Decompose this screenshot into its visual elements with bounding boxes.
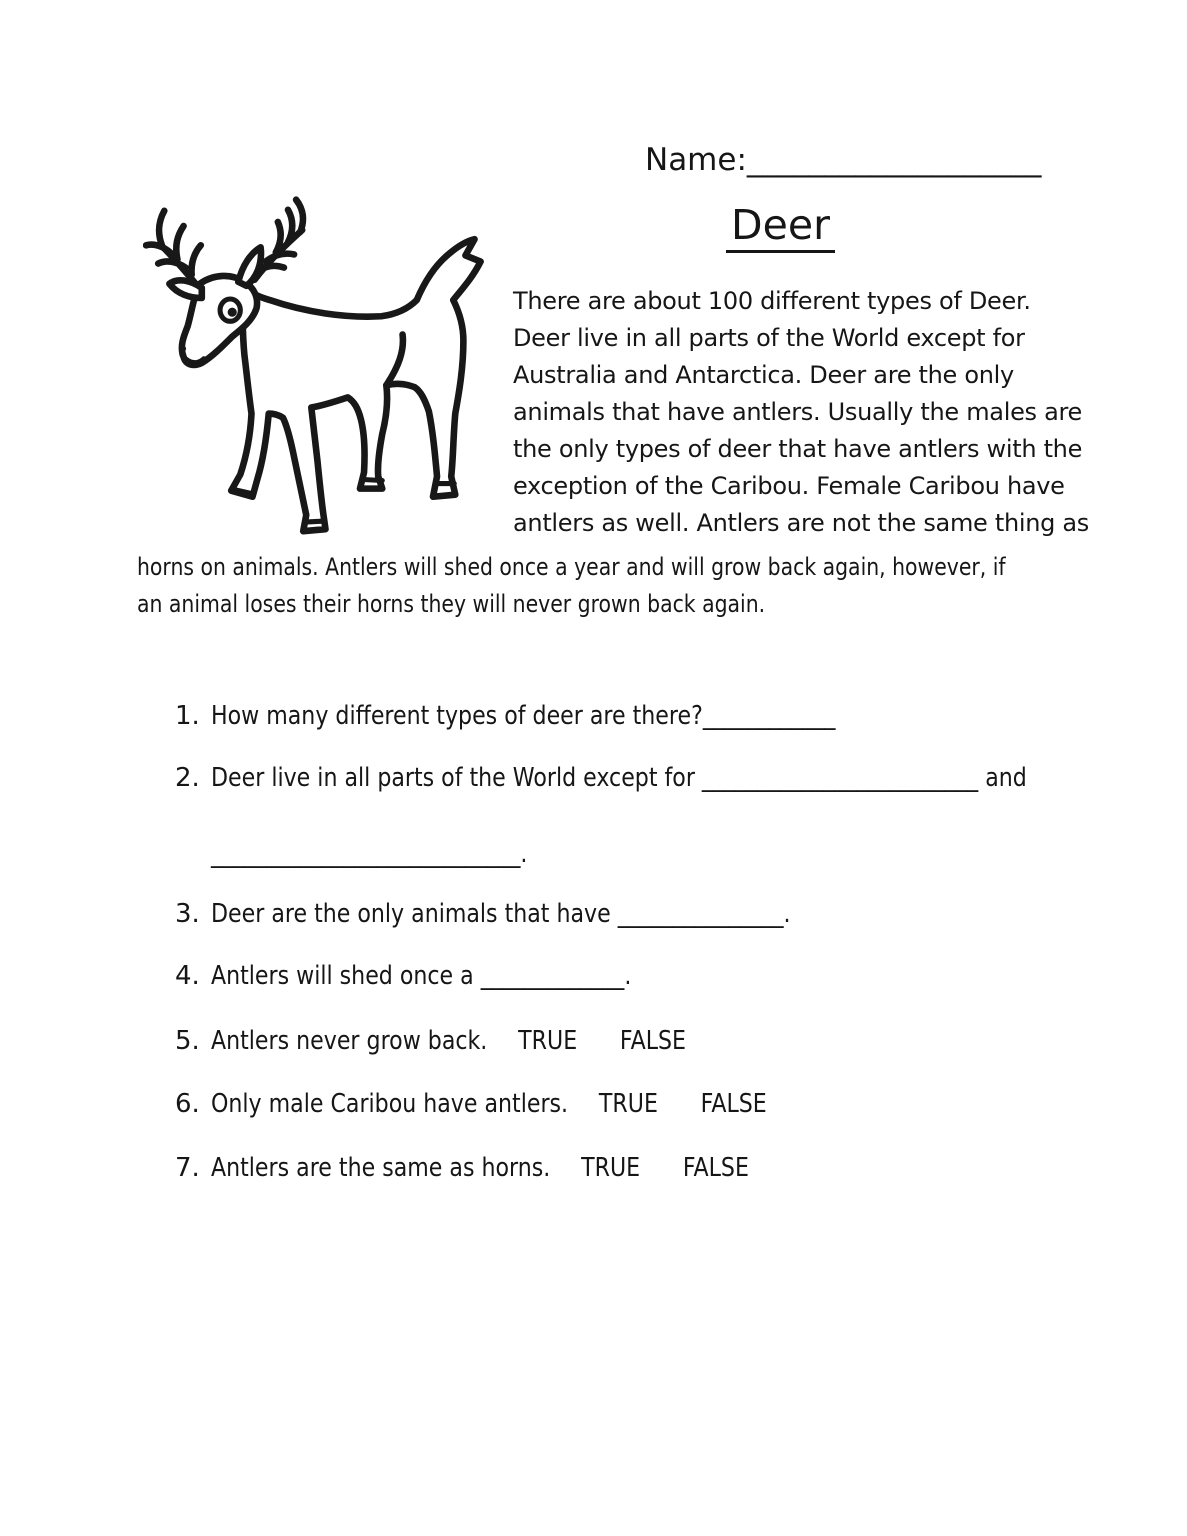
false-option: FALSE bbox=[700, 1089, 767, 1119]
intro-line: animals that have antlers. Usually the males are bbox=[513, 398, 1082, 426]
question-number: 7. bbox=[175, 1153, 200, 1183]
question-text: Deer are the only animals that have _______________. bbox=[211, 899, 791, 929]
question-number: 5. bbox=[175, 1026, 200, 1056]
question-2-continuation bbox=[211, 838, 583, 870]
question-number: 3. bbox=[175, 899, 200, 929]
question-text: How many different types of deer are there?____________ bbox=[211, 701, 836, 731]
page-title: Deer bbox=[726, 203, 835, 253]
question-row-6 bbox=[175, 1088, 865, 1120]
intro-line: There are about 100 different types of Deer. bbox=[513, 287, 1031, 315]
question-row-2 bbox=[175, 762, 1171, 794]
intro-line: horns on animals. Antlers will shed once a year and will grow back again, however, if bbox=[137, 553, 1006, 581]
question-text bbox=[211, 1152, 749, 1184]
question-text bbox=[211, 1025, 686, 1057]
intro-line: Deer live in all parts of the World except for bbox=[513, 324, 1025, 352]
question-row-5 bbox=[175, 1025, 770, 1057]
question-statement: Antlers never grow back. bbox=[211, 1026, 488, 1056]
question-number: 2. bbox=[175, 763, 200, 793]
question-row-1 bbox=[175, 700, 946, 732]
question-number: 4. bbox=[175, 961, 200, 991]
question-blank-continuation: ____________________________. bbox=[211, 839, 528, 869]
intro-line: the only types of deer that have antlers with the bbox=[513, 435, 1083, 463]
deer-line-art-icon bbox=[143, 192, 508, 548]
name-row bbox=[645, 142, 1041, 178]
deer-illustration bbox=[143, 192, 508, 548]
question-text: Antlers will shed once a _____________. bbox=[211, 961, 632, 991]
question-text: Deer live in all parts of the World except for _________________________ and bbox=[211, 763, 1027, 793]
question-row-4 bbox=[175, 960, 706, 992]
intro-paragraph-full-width bbox=[137, 549, 1159, 623]
intro-line: an animal loses their horns they will never grown back again. bbox=[137, 590, 766, 618]
intro-line: antlers as well. Antlers are not the same thing as bbox=[513, 509, 1090, 537]
name-blank-line: ___________________ bbox=[746, 142, 1042, 178]
intro-line: exception of the Caribou. Female Caribou have bbox=[513, 472, 1065, 500]
question-text bbox=[211, 1088, 767, 1120]
question-row-7 bbox=[175, 1152, 844, 1184]
true-option: TRUE bbox=[598, 1089, 658, 1119]
false-option: FALSE bbox=[619, 1026, 687, 1056]
question-number: 1. bbox=[175, 701, 200, 731]
true-option: TRUE bbox=[518, 1026, 578, 1056]
question-number: 6. bbox=[175, 1089, 200, 1119]
name-label: Name: bbox=[645, 142, 747, 178]
intro-paragraph-column bbox=[513, 283, 1090, 542]
question-statement: Antlers are the same as horns. bbox=[211, 1153, 551, 1183]
intro-line: Australia and Antarctica. Deer are the only bbox=[513, 361, 1014, 389]
question-row-3 bbox=[175, 898, 893, 930]
question-statement: Only male Caribou have antlers. bbox=[211, 1089, 569, 1119]
title-wrap bbox=[513, 203, 1048, 253]
false-option: FALSE bbox=[682, 1153, 749, 1183]
true-option: TRUE bbox=[581, 1153, 641, 1183]
